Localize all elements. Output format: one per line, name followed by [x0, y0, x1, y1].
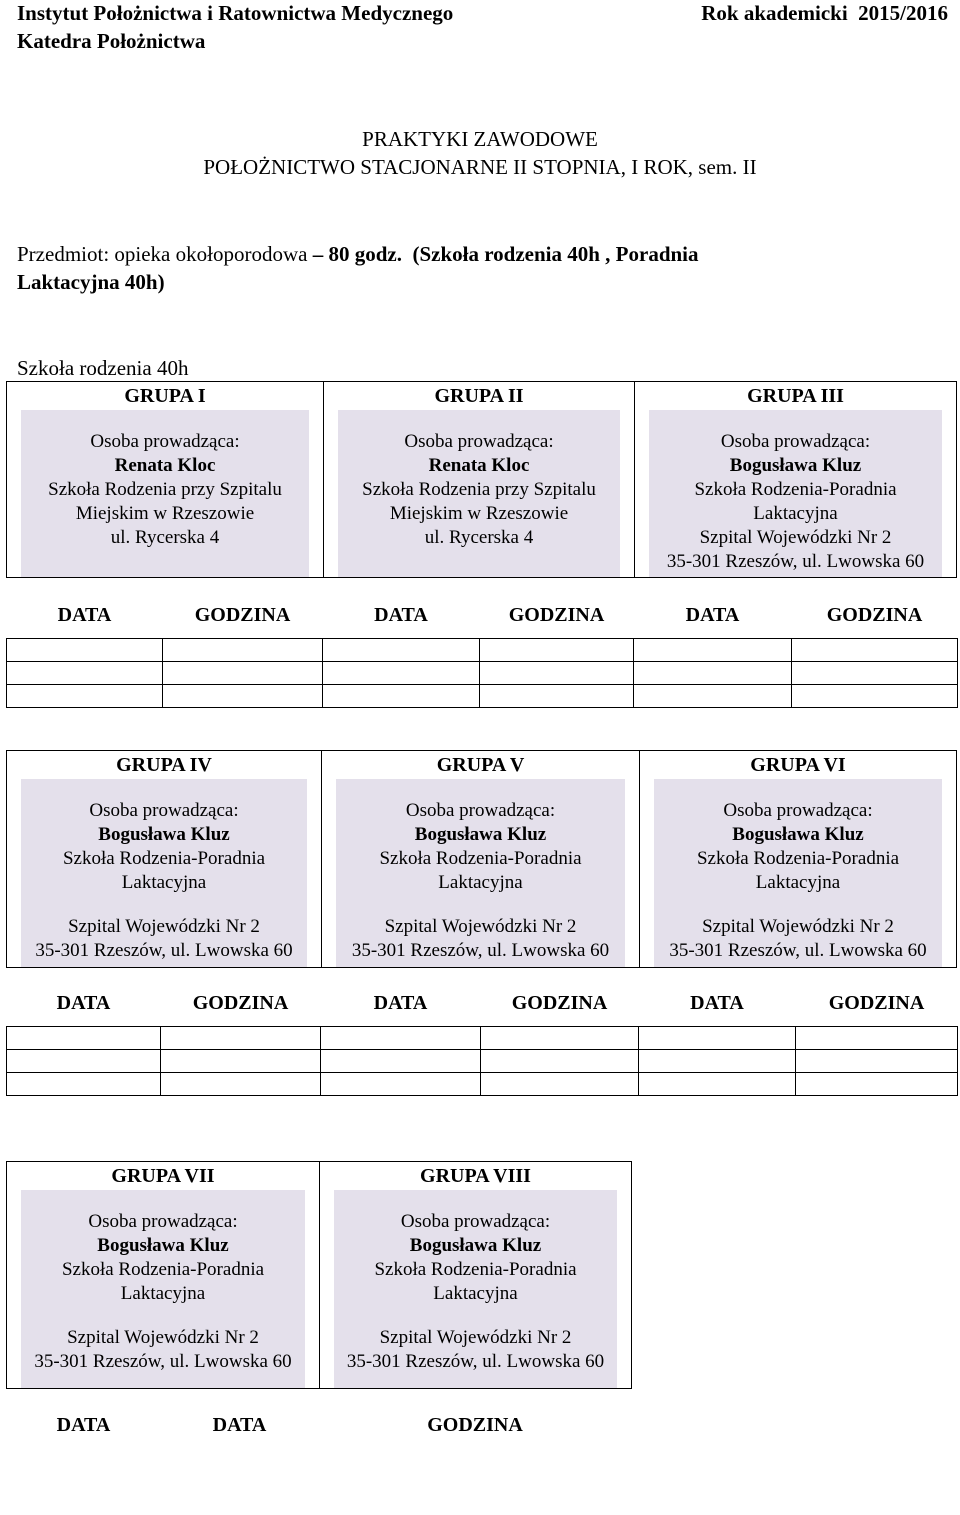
subject-detail-2: Laktacyjna 40h): [17, 270, 165, 294]
schedule-table-1: [6, 592, 958, 708]
group-header-row-3: [6, 1161, 632, 1389]
leader-label: Osoba prowadząca:: [90, 431, 240, 452]
schedule-table-3: [6, 1402, 632, 1448]
location-line: 35-301 Rzeszów, ul. Lwowska 60: [666, 551, 925, 572]
table-cell[interactable]: [163, 662, 323, 685]
leader-label: Osoba prowadząca:: [720, 431, 871, 452]
table-row: [7, 685, 958, 708]
schedule-header-row: [6, 1402, 632, 1448]
location-line: Miejskim w Rzeszowie: [75, 503, 255, 524]
leader-name: Bogusława Kluz: [409, 1235, 542, 1256]
title-line-2: POŁOŻNICTWO STACJONARNE II STOPNIA, I ROK, sem. II: [203, 155, 757, 179]
table-cell[interactable]: [163, 639, 323, 662]
table-cell[interactable]: [321, 1050, 481, 1073]
leader-name: Renata Kloc: [114, 455, 216, 476]
group-card: [634, 382, 956, 577]
table-cell[interactable]: [796, 1073, 958, 1096]
location-line: Szkoła Rodzenia-Poradnia: [694, 479, 897, 500]
location-line: 35-301 Rzeszów, ul. Lwowska 60: [34, 1351, 292, 1372]
leader-name: Bogusława Kluz: [414, 824, 547, 845]
table-cell[interactable]: [639, 1027, 796, 1050]
subject-hours: 80 godz.: [328, 242, 402, 266]
group-card-text: [635, 382, 956, 574]
group-name: GRUPA I: [124, 385, 206, 407]
date-header: DATA: [57, 603, 112, 626]
date-header: DATA: [212, 1413, 267, 1436]
academic-year: Rok akademicki 2015/2016: [701, 1, 948, 25]
group-card: [321, 751, 639, 967]
subject-label: Przedmiot:: [17, 242, 110, 266]
location-line: Laktacyjna: [755, 872, 841, 893]
location-line: 35-301 Rzeszów, ul. Lwowska 60: [346, 1351, 605, 1372]
group-card-text: [324, 382, 634, 550]
table-cell[interactable]: [321, 1073, 481, 1096]
group-card-text: [322, 751, 639, 963]
table-cell[interactable]: [639, 1050, 796, 1073]
table-cell[interactable]: [481, 1073, 639, 1096]
table-cell[interactable]: [639, 1073, 796, 1096]
location-line: Szpital Wojewódzki Nr 2: [699, 527, 892, 548]
table-row: [7, 662, 958, 685]
schedule-table-2: [6, 980, 958, 1096]
subject-dash: –: [307, 242, 329, 266]
table-cell[interactable]: [792, 639, 958, 662]
table-cell[interactable]: [480, 685, 634, 708]
group-card-text: [320, 1162, 631, 1374]
location-line: Szkoła Rodzenia-Poradnia: [61, 1259, 265, 1280]
location-line: Szkoła Rodzenia-Poradnia: [62, 848, 266, 869]
leader-name: Renata Kloc: [428, 455, 530, 476]
table-cell[interactable]: [163, 685, 323, 708]
location-line: Szkoła Rodzenia przy Szpitalu: [48, 479, 282, 500]
hour-header: GODZINA: [427, 1413, 523, 1436]
group-card: [323, 382, 634, 577]
group-card-text: [7, 382, 323, 550]
group-card: [319, 1162, 631, 1388]
table-cell[interactable]: [161, 1027, 321, 1050]
date-header: DATA: [373, 991, 428, 1014]
leader-label: Osoba prowadząca:: [404, 431, 554, 452]
table-cell[interactable]: [161, 1050, 321, 1073]
leader-name: Bogusława Kluz: [732, 824, 864, 845]
table-cell[interactable]: [323, 662, 480, 685]
location-line: Szpital Wojewódzki Nr 2: [379, 1327, 572, 1348]
table-cell[interactable]: [792, 685, 958, 708]
subject-name: opieka okołoporodowa: [109, 242, 308, 266]
table-cell[interactable]: [634, 685, 792, 708]
table-cell[interactable]: [7, 685, 163, 708]
group-card-text: [7, 1162, 319, 1374]
table-cell[interactable]: [7, 662, 163, 685]
date-header: DATA: [690, 991, 744, 1014]
group-header-row-2: [6, 750, 957, 968]
title-line-1: PRAKTYKI ZAWODOWE: [362, 127, 598, 151]
location-line: 35-301 Rzeszów, ul. Lwowska 60: [669, 940, 927, 961]
table-cell[interactable]: [323, 639, 480, 662]
hour-header: GODZINA: [194, 603, 291, 626]
date-header: DATA: [56, 991, 111, 1014]
table-cell[interactable]: [634, 639, 792, 662]
location-line: 35-301 Rzeszów, ul. Lwowska 60: [35, 940, 293, 961]
table-cell[interactable]: [480, 662, 634, 685]
location-line: 35-301 Rzeszów, ul. Lwowska 60: [351, 940, 610, 961]
institute-name: Instytut Położnictwa i Ratownictwa Medycznego: [17, 1, 454, 25]
page-title: [0, 125, 960, 181]
table-cell[interactable]: [481, 1027, 639, 1050]
leader-label: Osoba prowadząca:: [405, 800, 556, 821]
location-line: Laktacyjna: [121, 872, 207, 893]
table-cell[interactable]: [7, 1050, 161, 1073]
hour-header: GODZINA: [826, 603, 923, 626]
table-cell[interactable]: [7, 639, 163, 662]
leader-name: Bogusława Kluz: [98, 824, 230, 845]
schedule-header-row: [7, 592, 958, 639]
location-line: ul. Rycerska 4: [424, 527, 534, 548]
date-header: DATA: [374, 603, 428, 626]
table-row: [7, 1073, 958, 1096]
leader-label: Osoba prowadząca:: [400, 1211, 551, 1232]
group-card-text: [7, 751, 321, 963]
table-row: [7, 1027, 958, 1050]
leader-label: Osoba prowadząca:: [723, 800, 873, 821]
location-line: Laktacyjna: [753, 503, 838, 524]
location-line: Szpital Wojewódzki Nr 2: [702, 916, 894, 937]
location-line: Szpital Wojewódzki Nr 2: [67, 1327, 259, 1348]
location-line: ul. Rycerska 4: [110, 527, 220, 548]
location-line: Szkoła Rodzenia-Poradnia: [696, 848, 900, 869]
table-cell[interactable]: [321, 1027, 481, 1050]
hour-header: GODZINA: [192, 991, 289, 1014]
table-cell[interactable]: [792, 662, 958, 685]
table-cell[interactable]: [796, 1027, 958, 1050]
table-row: [7, 1050, 958, 1073]
leader-name: Bogusława Kluz: [729, 455, 862, 476]
leader-name: Bogusława Kluz: [97, 1235, 229, 1256]
table-cell[interactable]: [481, 1050, 639, 1073]
table-cell[interactable]: [161, 1073, 321, 1096]
table-cell[interactable]: [634, 662, 792, 685]
location-line: Szkoła Rodzenia-Poradnia: [379, 848, 582, 869]
table-cell[interactable]: [7, 1073, 161, 1096]
group-name: GRUPA II: [434, 385, 524, 407]
location-line: Szpital Wojewódzki Nr 2: [68, 916, 260, 937]
section-title: Szkoła rodzenia 40h: [17, 356, 189, 380]
group-card: [7, 1162, 319, 1388]
table-row: [7, 639, 958, 662]
group-name: GRUPA V: [436, 754, 525, 776]
location-line: Szkoła Rodzenia-Poradnia: [374, 1259, 577, 1280]
date-header: DATA: [56, 1413, 111, 1436]
subject-detail: (Szkoła rodzenia 40h , Poradnia: [401, 242, 699, 266]
group-card: [639, 751, 956, 967]
group-card: [7, 751, 321, 967]
subject-line: [17, 240, 699, 268]
leader-label: Osoba prowadząca:: [88, 1211, 238, 1232]
group-card-text: [640, 751, 956, 963]
hour-header: GODZINA: [828, 991, 925, 1014]
department-name: Katedra Położnictwa: [17, 29, 206, 53]
table-cell[interactable]: [480, 639, 634, 662]
table-cell[interactable]: [323, 685, 480, 708]
group-name: GRUPA VIII: [420, 1165, 531, 1187]
group-card: [7, 382, 323, 577]
group-name: GRUPA VII: [111, 1165, 215, 1187]
group-header-row-1: [6, 381, 957, 578]
location-line: Laktacyjna: [433, 1283, 518, 1304]
location-line: Laktacyjna: [120, 1283, 206, 1304]
location-line: Szkoła Rodzenia przy Szpitalu: [362, 479, 596, 500]
group-name: GRUPA III: [747, 385, 844, 407]
hour-header: GODZINA: [511, 991, 608, 1014]
date-header: DATA: [685, 603, 740, 626]
location-line: Miejskim w Rzeszowie: [389, 503, 569, 524]
location-line: Szpital Wojewódzki Nr 2: [384, 916, 577, 937]
schedule-header-row: [7, 980, 958, 1027]
hour-header: GODZINA: [508, 603, 605, 626]
group-name: GRUPA VI: [750, 754, 846, 776]
location-line: Laktacyjna: [438, 872, 523, 893]
group-name: GRUPA IV: [116, 754, 212, 776]
leader-label: Osoba prowadząca:: [89, 800, 239, 821]
table-cell[interactable]: [7, 1027, 161, 1050]
table-cell[interactable]: [796, 1050, 958, 1073]
